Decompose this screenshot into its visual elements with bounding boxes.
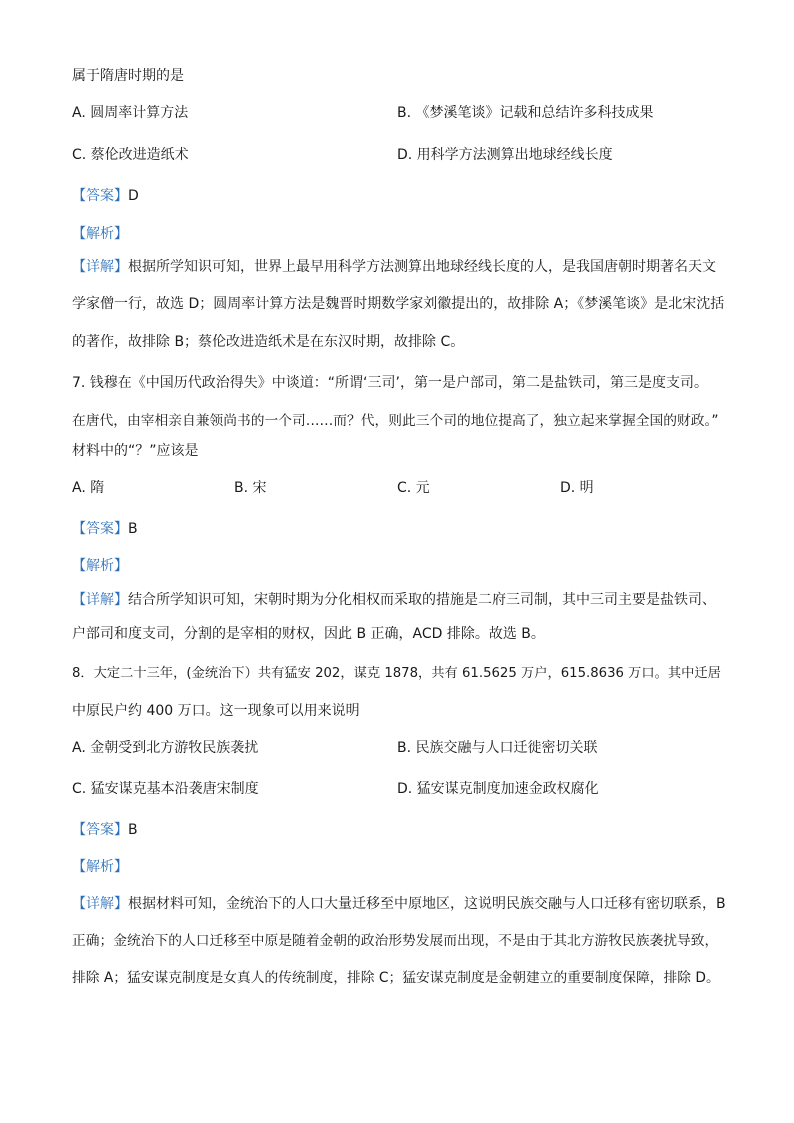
q6-answer xyxy=(72,186,139,206)
q7-option-d: D. 明 xyxy=(560,480,594,496)
detail-tag: 【详解】 xyxy=(72,259,128,275)
q8-stem-line-1: 8．大定二十三年，(金统治下）共有猛安 202，谋克 1878，共有 61.5625 万户，615.8636 万口。其中迁居 xyxy=(72,666,721,681)
q6-stem-tail: 属于隋唐时期的是 xyxy=(72,68,184,84)
q7-stem-line-3: 材料中的“？”应该是 xyxy=(72,443,199,459)
q7-detail-line-2: 户部司和度支司，分割的是宰相的财权，因此 B 正确，ACD 排除。故选 B。 xyxy=(72,626,545,642)
q7-option-b: B. 宋 xyxy=(234,480,267,496)
detail-tag: 【详解】 xyxy=(72,896,128,912)
q8-option-b: B. 民族交融与人口迁徙密切关联 xyxy=(397,740,598,756)
answer-value: B xyxy=(128,521,138,537)
answer-tag: 【答案】 xyxy=(72,188,128,204)
q6-option-a: A. 圆周率计算方法 xyxy=(72,105,189,121)
q6-option-b: B. 《梦溪笔谈》记载和总结许多科技成果 xyxy=(397,105,654,121)
q8-detail-line-2: 正确；金统治下的人口迁移至中原是随着金朝的政治形势发展而出现，不是由于其北方游牧民族袭扰导致， xyxy=(72,933,719,949)
q6-detail-line-2: 学家僧一行，故选 D；圆周率计算方法是魏晋时期数学家刘徽提出的，故排除 A；《梦溪笔谈》是北宋沈括 xyxy=(72,296,725,312)
q8-option-c: C. 猛安谋克基本沿袭唐宋制度 xyxy=(72,781,259,797)
q8-detail-line-1: 【详解】根据材料可知，金统治下的人口大量迁移至中原地区，这说明民族交融与人口迁移有密切联系，B xyxy=(72,896,726,912)
q8-option-a: A. 金朝受到北方游牧民族袭扰 xyxy=(72,740,259,756)
q8-detail-line-3: 排除 A；猛安谋克制度是女真人的传统制度，排除 C；猛安谋克制度是金朝建立的重要制度保障，排除 D。 xyxy=(72,970,720,986)
q7-stem-line-1: 7. 钱穆在《中国历代政治得失》中谈道：“所谓‘三司’，第一是户部司，第二是盐铁司，第三是度支司。 xyxy=(72,375,708,391)
answer-tag: 【答案】 xyxy=(72,521,128,537)
q8-analysis-tag: 【解析】 xyxy=(72,859,128,875)
q6-analysis-tag: 【解析】 xyxy=(72,226,128,242)
answer-value: D xyxy=(128,188,139,204)
answer-value: B xyxy=(128,822,138,838)
q6-detail-line-1: 【详解】根据所学知识可知，世界上最早用科学方法测算出地球经线长度的人，是我国唐朝时期著名天文 xyxy=(72,259,716,275)
q7-analysis-tag: 【解析】 xyxy=(72,558,128,574)
q6-option-d: D. 用科学方法测算出地球经线长度 xyxy=(397,147,613,163)
q7-option-c: C. 元 xyxy=(397,480,430,496)
q8-stem-line-2: 中原民户约 400 万口。这一现象可以用来说明 xyxy=(72,703,360,719)
q7-option-a: A. 隋 xyxy=(72,480,105,496)
detail-tag: 【详解】 xyxy=(72,592,128,608)
q7-stem-line-2: 在唐代，由宰相亲自兼领尚书的一个司……而？代，则此三个司的地位提高了，独立起来掌握全国的财政。” xyxy=(72,413,719,429)
q7-answer xyxy=(72,519,138,539)
q6-option-c: C. 蔡伦改进造纸术 xyxy=(72,147,189,163)
q8-option-d: D. 猛安谋克制度加速金政权腐化 xyxy=(397,781,599,797)
q6-detail-line-3: 的著作，故排除 B；蔡伦改进造纸术是在东汉时期，故排除 C。 xyxy=(72,334,465,350)
q8-answer xyxy=(72,820,138,840)
answer-tag: 【答案】 xyxy=(72,822,128,838)
q7-detail-line-1: 【详解】结合所学知识可知，宋朝时期为分化相权而采取的措施是二府三司制，其中三司主要是盐铁司、 xyxy=(72,592,716,608)
